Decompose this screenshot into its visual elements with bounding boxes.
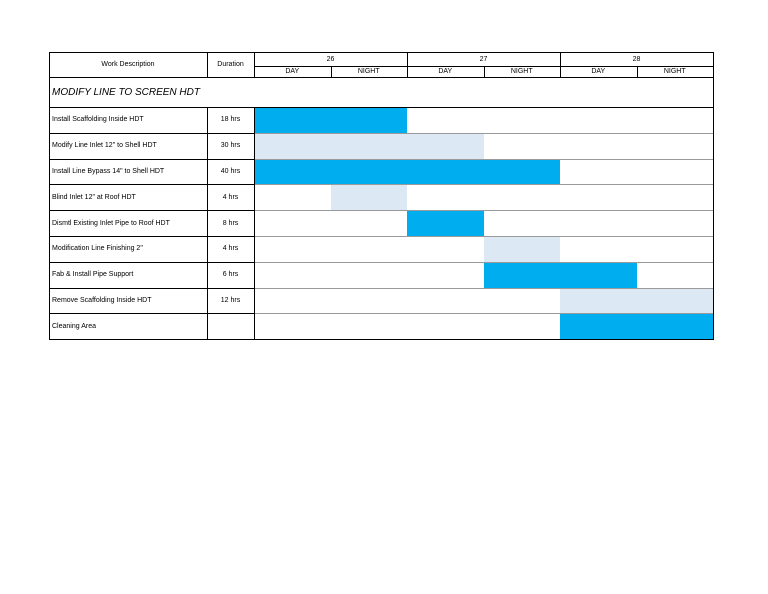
task-bar bbox=[254, 159, 560, 185]
grid-line bbox=[207, 313, 208, 339]
grid-line bbox=[207, 107, 208, 133]
grid-line bbox=[254, 133, 255, 159]
grid-line bbox=[254, 262, 255, 288]
grid-line bbox=[207, 133, 208, 159]
task-duration: 40 hrs bbox=[220, 167, 241, 175]
grid-line bbox=[207, 262, 208, 288]
task-bar bbox=[560, 313, 713, 339]
grid-line bbox=[49, 77, 713, 78]
grid-line bbox=[49, 133, 254, 134]
grid-line bbox=[49, 236, 254, 237]
grid-line bbox=[207, 288, 208, 314]
task-duration: 4 hrs bbox=[222, 245, 239, 253]
grid-line bbox=[254, 236, 713, 237]
header-shift-night: NIGHT bbox=[663, 68, 686, 75]
task-duration bbox=[207, 313, 254, 339]
grid-line bbox=[331, 66, 332, 77]
task-duration: 8 hrs bbox=[222, 219, 239, 227]
task-bar bbox=[254, 107, 407, 133]
header-shift-night: NIGHT bbox=[510, 68, 533, 75]
task-description: Modification Line Finishing 2" bbox=[52, 245, 143, 253]
task-description: Remove Scaffolding Inside HDT bbox=[52, 296, 152, 304]
header-day-28: 28 bbox=[632, 55, 641, 63]
grid-line bbox=[207, 210, 208, 236]
grid-line bbox=[560, 52, 561, 77]
grid-line bbox=[254, 210, 255, 236]
grid-line bbox=[49, 107, 713, 108]
task-description: Blind Inlet 12" at Roof HDT bbox=[52, 193, 136, 201]
header-work-description: Work Description bbox=[101, 61, 155, 68]
grid-line bbox=[254, 288, 713, 289]
task-description: Install Scaffolding Inside HDT bbox=[52, 116, 144, 124]
task-bar bbox=[331, 184, 408, 210]
grid-line bbox=[254, 313, 255, 339]
section-title: MODIFY LINE TO SCREEN HDT bbox=[52, 86, 200, 98]
grid-line bbox=[49, 52, 50, 339]
task-description: Cleaning Area bbox=[52, 322, 96, 330]
task-duration: 4 hrs bbox=[222, 193, 239, 201]
header-shift-night: NIGHT bbox=[357, 68, 380, 75]
grid-line bbox=[49, 52, 714, 53]
grid-line bbox=[254, 210, 713, 211]
task-description: Install Line Bypass 14" to Shell HDT bbox=[52, 167, 165, 175]
header-day-27: 27 bbox=[479, 55, 488, 63]
grid-line bbox=[49, 184, 254, 185]
grid-line bbox=[254, 288, 255, 314]
task-description: Modify Line Inlet 12" to Shell HDT bbox=[52, 142, 157, 150]
header-day-26: 26 bbox=[326, 55, 335, 63]
grid-line bbox=[254, 107, 255, 133]
header-shift-day: DAY bbox=[285, 68, 300, 75]
grid-line bbox=[49, 210, 254, 211]
grid-line bbox=[254, 159, 713, 160]
grid-line bbox=[207, 236, 208, 262]
grid-line bbox=[254, 133, 713, 134]
task-bar bbox=[484, 262, 637, 288]
grid-line bbox=[407, 52, 408, 77]
gantt-schedule-table bbox=[49, 52, 713, 339]
task-bar bbox=[407, 210, 484, 236]
grid-line bbox=[254, 262, 713, 263]
grid-line bbox=[713, 52, 714, 339]
grid-line bbox=[49, 288, 254, 289]
grid-line bbox=[254, 313, 713, 314]
task-bar bbox=[484, 236, 561, 262]
task-bar bbox=[254, 133, 484, 159]
grid-line bbox=[49, 339, 714, 340]
header-duration: Duration bbox=[217, 61, 244, 68]
grid-line bbox=[484, 66, 485, 77]
header-shift-day: DAY bbox=[438, 68, 453, 75]
task-duration: 6 hrs bbox=[222, 271, 239, 279]
grid-line bbox=[49, 159, 254, 160]
task-bar bbox=[560, 288, 713, 314]
task-description: Dismtl Existing Inlet Pipe to Roof HDT bbox=[52, 219, 170, 227]
grid-line bbox=[49, 313, 254, 314]
task-duration: 30 hrs bbox=[220, 142, 241, 150]
grid-line bbox=[254, 184, 713, 185]
grid-line bbox=[49, 262, 254, 263]
grid-line bbox=[254, 159, 255, 185]
task-description: Fab & Install Pipe Support bbox=[52, 271, 134, 279]
task-duration: 18 hrs bbox=[220, 116, 241, 124]
grid-line bbox=[254, 52, 255, 77]
grid-line bbox=[637, 66, 638, 77]
grid-line bbox=[254, 184, 255, 210]
grid-line bbox=[254, 236, 255, 262]
grid-line bbox=[207, 52, 208, 77]
grid-line bbox=[207, 159, 208, 185]
grid-line bbox=[207, 184, 208, 210]
header-shift-day: DAY bbox=[591, 68, 606, 75]
task-duration: 12 hrs bbox=[220, 296, 241, 304]
